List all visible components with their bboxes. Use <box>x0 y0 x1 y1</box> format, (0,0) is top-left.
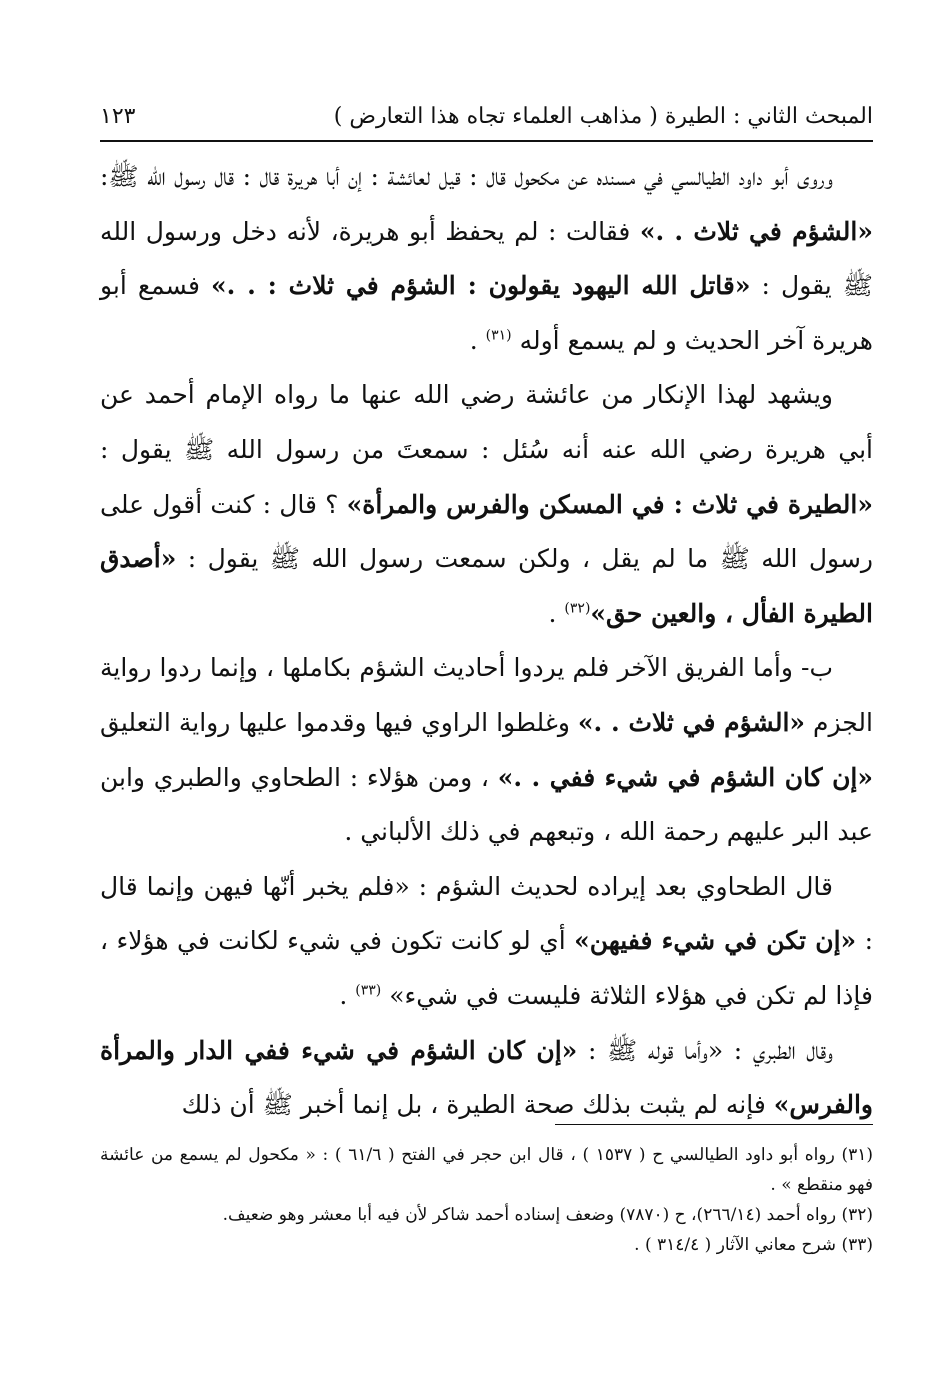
text-run: ، ومن هؤلاء : الطحاوي والطبري وابن عبد البر عليهم رحمة الله ، وتبعهم في ذلك الألباني . <box>100 762 873 847</box>
text-run: أي لو كانت تكون في شيء لكانت في هؤلاء ، فإذا لم تكن في هؤلاء الثلاثة فليست في شيء» <box>100 926 873 1010</box>
text-run: ب- وأما الفريق الآخر فلم يردوا أحاديث الشؤم بكاملها ، وإنما ردوا رواية الجزم <box>100 653 873 737</box>
hadith-quote: «إن تكن في شيء ففيهن» <box>574 926 857 956</box>
text-run: وقال الطبري : «وأما قوله ﷺ : <box>577 1035 833 1065</box>
running-header <box>100 96 873 136</box>
paragraph-4 <box>100 860 873 1024</box>
hadith-quote: «الطيرة في ثلاث : في المسكن والفرس والمرأة» <box>346 489 873 519</box>
footnote-33: (٣٣) شرح معاني الآثار ( ٣١٤/٤ ) . <box>634 1235 873 1255</box>
footnote-ref: (٣٣) <box>355 982 382 999</box>
paragraph-3 <box>100 641 873 859</box>
chapter-title: المبحث الثاني : الطيرة ( مذاهب العلماء تجاه هذا التعارض ) <box>333 103 873 129</box>
hadith-quote: «أصدق الطيرة الفأل ، والعين حق» <box>100 544 873 628</box>
text-run: قال الطحاوي بعد إيراده لحديث الشؤم : «فلم يخبر أنّها فيهن وإنما قال : <box>100 871 873 956</box>
text-run: ويشهد لهذا الإنكار من عائشة رضي الله عنها ما رواه الإمام أحمد عن أبي هريرة رضي الله عنه أنه سُئل : سمعتَ من رسول الله ﷺ يقول : <box>100 380 873 464</box>
paragraph-1 <box>100 150 873 368</box>
text-run: . <box>548 598 565 628</box>
header-rule <box>100 140 873 142</box>
hadith-quote: «الشؤم في ثلاث . .» <box>577 707 806 737</box>
text-run: ؟ قال : كنت أقول على رسول الله ﷺ ما لم يقل ، ولكن سمعت رسول الله ﷺ يقول : <box>100 489 873 574</box>
text-run: فإنه لم يثبت بذلك صحة الطيرة ، بل إنما أخبر ﷺ أن ذلك <box>181 1090 774 1120</box>
paragraph-5 <box>100 1024 873 1133</box>
hadith-quote: «إن كان الشؤم في شيء ففي . .» <box>497 762 873 792</box>
text-run: فقالت : لم يحفظ أبو هريرة، لأنه دخل ورسول الله ﷺ يقول : <box>100 216 873 301</box>
main-text <box>100 150 873 1133</box>
page-number: ١٢٣ <box>100 103 136 129</box>
text-run: وغلطوا الراوي فيها وقدموا عليها رواية التعليق <box>100 707 578 737</box>
footnotes <box>100 1140 873 1260</box>
footnote-ref: (٣١) <box>485 327 512 344</box>
paragraph-2 <box>100 368 873 641</box>
footnote-ref: (٣٢) <box>564 600 591 617</box>
hadith-quote: «قاتل الله اليهود يقولون : الشؤم في ثلاث : . .» <box>210 271 751 301</box>
hadith-quote: «إن كان الشؤم في شيء ففي الدار والمرأة والفرس» <box>100 1035 873 1120</box>
hadith-quote: «الشؤم في ثلاث . .» <box>639 216 873 246</box>
text-run: فسمع أبو هريرة آخر الحديث و لم يسمع أوله <box>100 271 873 355</box>
footnote-31: (٣١) رواه أبو داود الطيالسي ح ( ١٥٣٧ ) ، قال ابن حجر في الفتح ( ٦١/٦ ) : « مكحول لم يسمع من عائشة فهو منقطع » . <box>100 1145 873 1195</box>
text-run: وروى أبو داود الطيالسي في مسنده عن مكحول قال : قيل لعائشة : إن أبا هريرة قال : قال رسول الله ﷺ: <box>100 162 833 191</box>
footnote-separator <box>555 1124 873 1125</box>
text-run: . <box>339 980 356 1010</box>
text-run: . <box>469 325 486 355</box>
footnote-32: (٣٢) رواه أحمد (٢٦٦/١٤)، ح (٧٨٧٠) وضعف إسناده أحمد شاكر لأن فيه أبا معشر وهو ضعيف. <box>222 1205 873 1225</box>
